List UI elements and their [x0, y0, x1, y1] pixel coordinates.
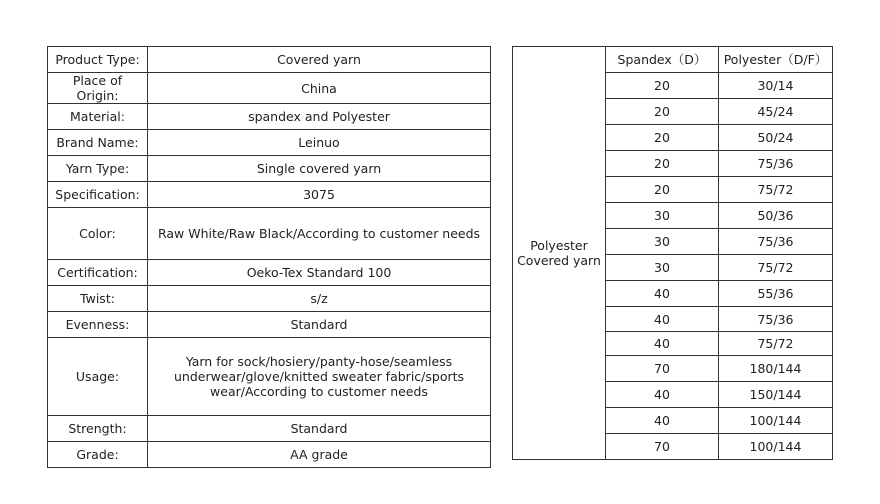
- spandex-cell: 70: [606, 434, 719, 460]
- spec-label: Color:: [48, 208, 148, 260]
- spec-row-strength: [48, 416, 491, 442]
- spec-row-evenness: [48, 312, 491, 338]
- polyester-cell: 30/14: [719, 73, 833, 99]
- spandex-cell: 40: [606, 332, 719, 356]
- polyester-cell: 45/24: [719, 99, 833, 125]
- spec-row-yarn-type: [48, 156, 491, 182]
- yarn-size-table: [512, 46, 833, 460]
- polyester-cell: 75/36: [719, 229, 833, 255]
- spec-row-grade: [48, 442, 491, 468]
- polyester-cell: 75/36: [719, 307, 833, 332]
- spec-value: Yarn for sock/hosiery/panty-hose/seamless underwear/glove/knitted sweater fabric/sports wear/According to customer needs: [148, 338, 491, 416]
- polyester-cell: 75/36: [719, 151, 833, 177]
- spandex-cell: 30: [606, 255, 719, 281]
- spec-value: Single covered yarn: [148, 156, 491, 182]
- spec-row-brand-name: [48, 130, 491, 156]
- polyester-cell: 180/144: [719, 356, 833, 382]
- spec-row-product-type: [48, 47, 491, 73]
- product-spec-table: [47, 46, 491, 468]
- spec-value: Oeko-Tex Standard 100: [148, 260, 491, 286]
- spec-label: Place of Origin:: [48, 73, 148, 104]
- spandex-cell: 20: [606, 151, 719, 177]
- spec-label: Usage:: [48, 338, 148, 416]
- spec-value: Covered yarn: [148, 47, 491, 73]
- spec-row-material: [48, 104, 491, 130]
- spandex-cell: 40: [606, 281, 719, 307]
- spec-label: Grade:: [48, 442, 148, 468]
- polyester-cell: 75/72: [719, 177, 833, 203]
- polyester-cell: 75/72: [719, 255, 833, 281]
- spec-label: Specification:: [48, 182, 148, 208]
- spec-value: Standard: [148, 312, 491, 338]
- spec-value: Raw White/Raw Black/According to customer needs: [148, 208, 491, 260]
- spandex-cell: 20: [606, 73, 719, 99]
- spandex-cell: 40: [606, 382, 719, 408]
- spec-label: Evenness:: [48, 312, 148, 338]
- spec-row-specification: [48, 182, 491, 208]
- column-header-spandex: Spandex（D）: [606, 47, 719, 73]
- spec-row-certification: [48, 260, 491, 286]
- spec-label: Brand Name:: [48, 130, 148, 156]
- spandex-cell: 40: [606, 408, 719, 434]
- spandex-cell: 30: [606, 203, 719, 229]
- polyester-cell: 50/24: [719, 125, 833, 151]
- spec-label: Product Type:: [48, 47, 148, 73]
- spec-row-place-of-origin: [48, 73, 491, 104]
- spec-label: Yarn Type:: [48, 156, 148, 182]
- spec-value: AA grade: [148, 442, 491, 468]
- polyester-cell: 150/144: [719, 382, 833, 408]
- group-label: Polyester Covered yarn: [513, 47, 606, 460]
- spec-value: 3075: [148, 182, 491, 208]
- spandex-cell: 20: [606, 177, 719, 203]
- spec-label: Twist:: [48, 286, 148, 312]
- polyester-cell: 50/36: [719, 203, 833, 229]
- spandex-cell: 40: [606, 307, 719, 332]
- spec-label: Material:: [48, 104, 148, 130]
- spec-value: Standard: [148, 416, 491, 442]
- spec-row-color: [48, 208, 491, 260]
- polyester-cell: 100/144: [719, 408, 833, 434]
- polyester-cell: 75/72: [719, 332, 833, 356]
- column-header-polyester: Polyester（D/F）: [719, 47, 833, 73]
- spec-value: China: [148, 73, 491, 104]
- spandex-cell: 20: [606, 99, 719, 125]
- spec-row-usage: [48, 338, 491, 416]
- spandex-cell: 30: [606, 229, 719, 255]
- size-header-row: [513, 47, 833, 73]
- spec-label: Strength:: [48, 416, 148, 442]
- spec-value: Leinuo: [148, 130, 491, 156]
- spec-value: spandex and Polyester: [148, 104, 491, 130]
- polyester-cell: 100/144: [719, 434, 833, 460]
- spec-row-twist: [48, 286, 491, 312]
- polyester-cell: 55/36: [719, 281, 833, 307]
- spandex-cell: 70: [606, 356, 719, 382]
- spec-label: Certification:: [48, 260, 148, 286]
- spec-value: s/z: [148, 286, 491, 312]
- spandex-cell: 20: [606, 125, 719, 151]
